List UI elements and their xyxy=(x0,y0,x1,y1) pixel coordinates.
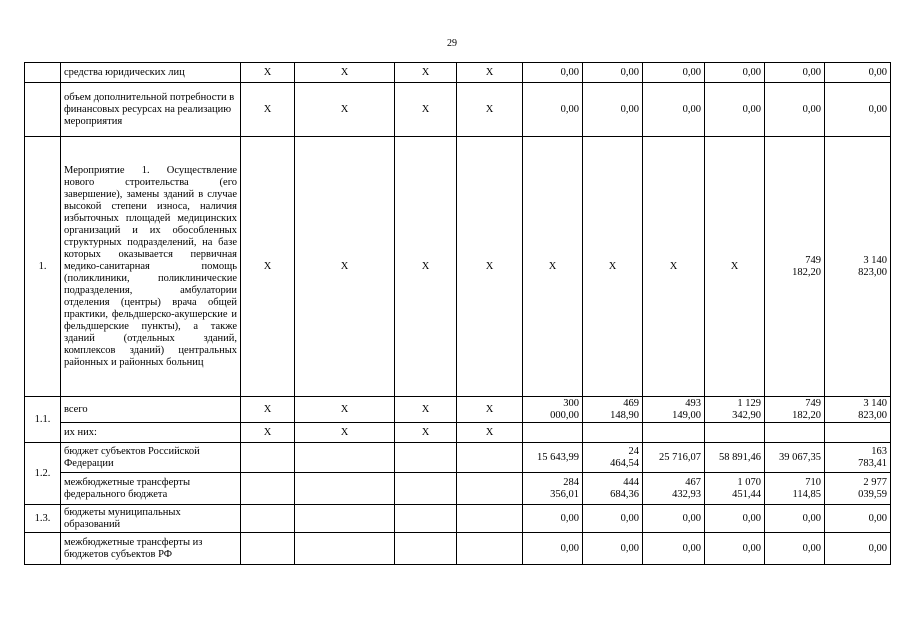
cell-x xyxy=(457,505,523,533)
cell-value: 0,00 xyxy=(523,505,583,533)
cell-value: 0,00 xyxy=(705,533,765,565)
cell-x xyxy=(457,473,523,505)
cell-value: X xyxy=(705,137,765,397)
cell-x: X xyxy=(395,423,457,443)
cell-x: X xyxy=(457,137,523,397)
cell-value: X xyxy=(583,137,643,397)
cell-value: 0,00 xyxy=(583,83,643,137)
cell-x: X xyxy=(457,83,523,137)
row-description: всего xyxy=(61,397,241,423)
cell-value xyxy=(523,423,583,443)
cell-x xyxy=(295,443,395,473)
cell-x: X xyxy=(241,83,295,137)
table-row xyxy=(25,505,891,533)
cell-value: 1 070 451,44 xyxy=(705,473,765,505)
cell-x: X xyxy=(395,63,457,83)
cell-value xyxy=(643,423,705,443)
cell-x: X xyxy=(395,137,457,397)
cell-x: X xyxy=(395,83,457,137)
cell-value: 0,00 xyxy=(643,63,705,83)
cell-value: 0,00 xyxy=(583,533,643,565)
row-number: 1.3. xyxy=(25,505,61,533)
cell-value: 1 129 342,90 xyxy=(705,397,765,423)
cell-x xyxy=(241,473,295,505)
cell-value: 163 783,41 xyxy=(825,443,891,473)
table-row xyxy=(25,443,891,473)
table-row xyxy=(25,83,891,137)
cell-x xyxy=(395,443,457,473)
cell-x xyxy=(295,505,395,533)
cell-x: X xyxy=(457,63,523,83)
cell-value: 749 182,20 xyxy=(765,397,825,423)
row-number xyxy=(25,63,61,83)
cell-x: X xyxy=(241,397,295,423)
cell-x: X xyxy=(395,397,457,423)
cell-value xyxy=(825,423,891,443)
row-number: 1.2. xyxy=(25,443,61,505)
cell-x: X xyxy=(241,63,295,83)
cell-x xyxy=(395,505,457,533)
cell-x: X xyxy=(295,83,395,137)
cell-value: 0,00 xyxy=(705,83,765,137)
cell-x: X xyxy=(241,137,295,397)
cell-x xyxy=(241,443,295,473)
cell-x xyxy=(295,533,395,565)
cell-value: 0,00 xyxy=(523,533,583,565)
cell-value: 0,00 xyxy=(523,83,583,137)
table-row xyxy=(25,533,891,565)
row-description: межбюджетные трансферты федерального бюджета xyxy=(61,473,241,505)
cell-value: 0,00 xyxy=(765,63,825,83)
cell-value: 469 148,90 xyxy=(583,397,643,423)
cell-value: 0,00 xyxy=(583,63,643,83)
cell-value: 2 977 039,59 xyxy=(825,473,891,505)
row-description: бюджет субъектов Российской Федерации xyxy=(61,443,241,473)
row-number xyxy=(25,533,61,565)
cell-x: X xyxy=(295,423,395,443)
cell-value: 3 140 823,00 xyxy=(825,137,891,397)
cell-value: 749 182,20 xyxy=(765,137,825,397)
cell-value xyxy=(705,423,765,443)
cell-x xyxy=(241,505,295,533)
table-row xyxy=(25,137,891,397)
cell-value: 0,00 xyxy=(825,505,891,533)
cell-value: X xyxy=(523,137,583,397)
cell-x xyxy=(395,533,457,565)
cell-value: 0,00 xyxy=(825,63,891,83)
table-row xyxy=(25,423,891,443)
cell-value: 0,00 xyxy=(523,63,583,83)
cell-value: 39 067,35 xyxy=(765,443,825,473)
cell-value: 25 716,07 xyxy=(643,443,705,473)
table-row xyxy=(25,63,891,83)
cell-value: 284 356,01 xyxy=(523,473,583,505)
financing-table xyxy=(24,62,891,565)
cell-x: X xyxy=(295,137,395,397)
cell-value: 0,00 xyxy=(825,533,891,565)
cell-x xyxy=(395,473,457,505)
row-description: объем дополнительной потребности в финансовых ресурсах на реализацию мероприятия xyxy=(61,83,241,137)
table-row xyxy=(25,397,891,423)
table-row xyxy=(25,473,891,505)
cell-x xyxy=(457,443,523,473)
cell-value: 300 000,00 xyxy=(523,397,583,423)
row-description: их них: xyxy=(61,423,241,443)
cell-value: 0,00 xyxy=(765,83,825,137)
cell-value: 0,00 xyxy=(643,505,705,533)
cell-x: X xyxy=(295,397,395,423)
row-description: бюджеты муниципальных образований xyxy=(61,505,241,533)
row-number: 1. xyxy=(25,137,61,397)
cell-value: 0,00 xyxy=(705,63,765,83)
cell-value: 24 464,54 xyxy=(583,443,643,473)
cell-value: 467 432,93 xyxy=(643,473,705,505)
cell-value: 3 140 823,00 xyxy=(825,397,891,423)
cell-value: 0,00 xyxy=(765,505,825,533)
cell-x: X xyxy=(295,63,395,83)
cell-value: 0,00 xyxy=(643,83,705,137)
cell-value: 15 643,99 xyxy=(523,443,583,473)
cell-value: 493 149,00 xyxy=(643,397,705,423)
cell-x: X xyxy=(241,423,295,443)
cell-x xyxy=(295,473,395,505)
row-number: 1.1. xyxy=(25,397,61,443)
cell-value: 0,00 xyxy=(643,533,705,565)
cell-value: 0,00 xyxy=(583,505,643,533)
row-number xyxy=(25,83,61,137)
cell-x: X xyxy=(457,397,523,423)
cell-x xyxy=(241,533,295,565)
cell-value: 0,00 xyxy=(765,533,825,565)
cell-value: 58 891,46 xyxy=(705,443,765,473)
cell-value xyxy=(583,423,643,443)
cell-value: X xyxy=(643,137,705,397)
cell-value: 710 114,85 xyxy=(765,473,825,505)
cell-value xyxy=(765,423,825,443)
page-number: 29 xyxy=(447,38,457,49)
cell-x xyxy=(457,533,523,565)
row-description: средства юридических лиц xyxy=(61,63,241,83)
cell-value: 444 684,36 xyxy=(583,473,643,505)
row-description: Мероприятие 1. Осуществление нового строительства (его завершение), замены зданий в случае высокой степени износа, наличия избыточных площадей медицинских организаций и их обособленных структурных подразделений, на базе которых оказывается первичная медико-санитарная помощь (поликлиники, поликлинические подразделения, амбулатории отделения (центры) врача общей практики, фельдшерско-акушерские и фельдшерские пункты), а также зданий (отдельных зданий, комплексов зданий) центральных районных и районных больниц xyxy=(61,137,241,397)
cell-x: X xyxy=(457,423,523,443)
row-description: межбюджетные трансферты из бюджетов субъектов РФ xyxy=(61,533,241,565)
cell-value: 0,00 xyxy=(705,505,765,533)
table-body xyxy=(25,63,891,565)
cell-value: 0,00 xyxy=(825,83,891,137)
